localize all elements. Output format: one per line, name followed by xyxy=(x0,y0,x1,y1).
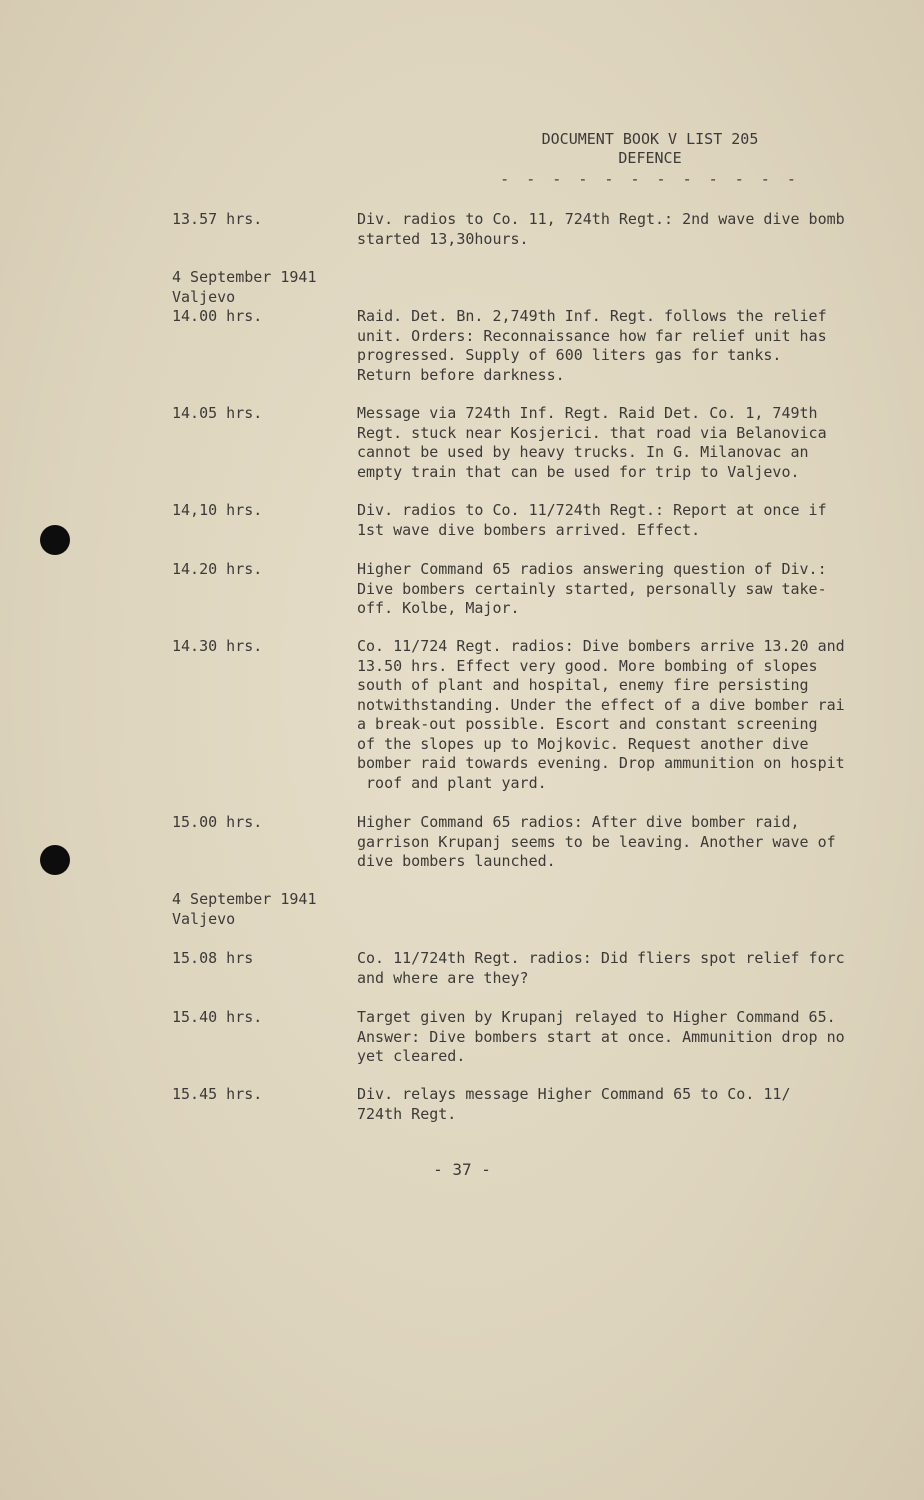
entry-text-line: Dive bombers certainly started, personally saw take- xyxy=(357,579,827,598)
entry-text-line: dive bombers launched. xyxy=(357,852,556,870)
entry-text-line: Higher Command 65 radios: After dive bomber raid, xyxy=(357,813,800,831)
punch-hole xyxy=(40,525,70,555)
entry-text xyxy=(357,210,887,249)
entry-text-line: Message via 724th Inf. Regt. Raid Det. Co. 1, 749th xyxy=(357,404,818,422)
entry-text-line: south of plant and hospital, enemy fire persisting xyxy=(357,676,809,694)
entry-time: 14.30 hrs. xyxy=(172,637,263,655)
document-header xyxy=(500,130,800,189)
entry-text xyxy=(357,1008,887,1067)
entry-time: 15.40 hrs. xyxy=(172,1008,263,1026)
entry-text-line: notwithstanding. Under the effect of a dive bomber rai xyxy=(357,695,845,714)
entry-text-line: cannot be used by heavy trucks. In G. Milanovac an xyxy=(357,443,809,461)
entry-text-line xyxy=(357,268,887,288)
entry-text xyxy=(357,268,887,385)
entry-text xyxy=(357,813,887,872)
entry-text-line: progressed. Supply of 600 liters gas for tanks. xyxy=(357,346,782,364)
entry-text-line: roof and plant yard. xyxy=(357,773,547,792)
entry-text-line: Higher Command 65 radios answering question of Div.: xyxy=(357,560,827,578)
entry-text xyxy=(357,560,887,619)
entry-text-line: started 13,30hours. xyxy=(357,229,529,248)
entry-text xyxy=(357,949,887,988)
entry-time: 14.20 hrs. xyxy=(172,560,263,578)
entry-text xyxy=(357,501,887,540)
entry-text-line: yet cleared. xyxy=(357,1047,466,1065)
entry-text-line xyxy=(357,288,887,308)
entry-text-line: 724th Regt. xyxy=(357,1104,457,1123)
entry-text-line: bomber raid towards evening. Drop ammunition on hospit xyxy=(357,754,845,772)
entry-text-line: unit. Orders: Reconnaissance how far relief unit has xyxy=(357,326,827,345)
entry-text-line: off. Kolbe, Major. xyxy=(357,599,520,617)
entry-text-line: 1st wave dive bombers arrived. Effect. xyxy=(357,520,701,539)
entry-text-line: garrison Krupanj seems to be leaving. Another wave of xyxy=(357,832,836,851)
entry-time: 4 September 1941 Valjevo xyxy=(172,890,317,928)
entry-time: 15.00 hrs. xyxy=(172,813,263,831)
entry-text xyxy=(357,1085,887,1124)
entry-time: 15.45 hrs. xyxy=(172,1085,263,1103)
header-line-2: DEFENCE xyxy=(618,149,682,167)
entry-text-line: a break-out possible. Escort and constant screening xyxy=(357,715,818,733)
entry-time: 14.05 hrs. xyxy=(172,404,263,422)
entry-text-line: Target given by Krupanj relayed to Higher Command 65. xyxy=(357,1008,836,1026)
header-dashes: - - - - - - - - - - - - xyxy=(500,170,800,188)
entry-text-line: Co. 11/724 Regt. radios: Dive bombers arrive 13.20 and xyxy=(357,637,845,655)
entry-text xyxy=(357,637,887,793)
entry-text-line: empty train that can be used for trip to Valjevo. xyxy=(357,462,800,481)
entry-text-line: Regt. stuck near Kosjerici. that road via Belanovica xyxy=(357,423,827,442)
entry-text-line: Div. relays message Higher Command 65 to Co. 11/ xyxy=(357,1085,791,1103)
entry-text-line: Return before darkness. xyxy=(357,365,565,384)
header-line-1: DOCUMENT BOOK V LIST 205 xyxy=(541,130,759,148)
entry-time: 4 September 1941 Valjevo 14.00 hrs. xyxy=(172,268,317,325)
entry-text-line: and where are they? xyxy=(357,968,529,987)
punch-hole xyxy=(40,845,70,875)
entry-text-line: of the slopes up to Mojkovic. Request another dive xyxy=(357,734,809,753)
entry-text xyxy=(357,404,887,482)
entry-text-line: Div. radios to Co. 11, 724th Regt.: 2nd wave dive bomb xyxy=(357,210,845,228)
entry-text-line: Co. 11/724th Regt. radios: Did fliers spot relief forc xyxy=(357,949,845,967)
entry-text-line: Raid. Det. Bn. 2,749th Inf. Regt. follows the relief xyxy=(357,307,827,325)
entry-text-line: Answer: Dive bombers start at once. Ammunition drop no xyxy=(357,1027,845,1046)
page-number: - 37 - xyxy=(433,1160,491,1179)
entry-text-line: 13.50 hrs. Effect very good. More bombing of slopes xyxy=(357,656,818,675)
entry-text-line: Div. radios to Co. 11/724th Regt.: Report at once if xyxy=(357,501,827,519)
entry-time: 14,10 hrs. xyxy=(172,501,263,519)
entry-time: 15.08 hrs xyxy=(172,949,254,967)
entry-time: 13.57 hrs. xyxy=(172,210,263,228)
